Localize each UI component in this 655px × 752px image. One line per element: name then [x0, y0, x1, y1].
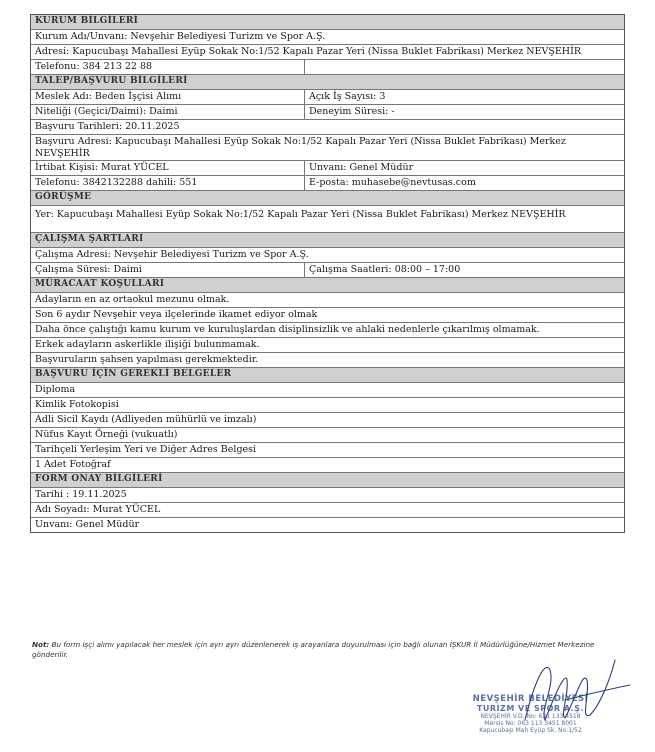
- talep-telefon-row: Telefonu: 3842132288 dahili: 551 E-posta: muhasebe@nevtusas.com: [31, 175, 624, 190]
- list-item: Nüfus Kayıt Örneği (vukuatlı): [31, 427, 624, 442]
- kurum-adres-row: Adresi: Kapucubaşı Mahallesi Eyüp Sokak No:1/52 Kapalı Pazar Yeri (Nissa Buklet Fabrikası) Merkez NEVŞEHİR: [31, 44, 624, 59]
- onay-unvan-row: Unvanı: Genel Müdür: [31, 517, 624, 532]
- talep-adres-row: Başvuru Adresi: Kapucubaşı Mahallesi Eyüp Sokak No:1/52 Kapalı Pazar Yeri (Nissa Buklet Fabrikası) Merkez NEVŞEHİR: [31, 134, 624, 160]
- list-item: Diploma: [31, 382, 624, 397]
- talep-tarih-row: Başvuru Tarihleri: 20.11.2025: [31, 119, 624, 134]
- note-text: Bu form işçi alımı yapılacak her meslek için ayrı ayrı düzenlenerek iş arayanlara duyurulması için bağlı olunan İŞKUR İl Müdürlüğüne/Hizmet Merkezine gönderilir.: [32, 640, 595, 659]
- list-item: Erkek adayların askerlikle ilişiği bulunmamak.: [31, 337, 624, 352]
- list-item: Daha önce çalıştığı kamu kurum ve kuruluşlardan disiplinsizlik ve ahlaki nedenlerle çıkarılmış olmamak.: [31, 322, 624, 337]
- list-item: Son 6 aydır Nevşehir veya ilçelerinde ikamet ediyor olmak: [31, 307, 624, 322]
- list-item: Adli Sicil Kaydı (Adliyeden mühürlü ve imzalı): [31, 412, 624, 427]
- list-item: Tarihçeli Yerleşim Yeri ve Diğer Adres Belgesi: [31, 442, 624, 457]
- section-header-muracaat: MÜRACAAT KOŞULLARI: [31, 277, 624, 292]
- section-header-calisma: ÇALIŞMA ŞARTLARI: [31, 232, 624, 247]
- note-label: Not:: [32, 640, 50, 649]
- kurum-adi-row: Kurum Adı/Unvanı: Nevşehir Belediyesi Turizm ve Spor A.Ş.: [31, 29, 624, 44]
- talep-irtibat-row: İrtibat Kişisi: Murat YÜCEL Unvanı: Genel Müdür: [31, 160, 624, 175]
- list-item: 1 Adet Fotoğraf: [31, 457, 624, 472]
- job-application-form: [30, 14, 625, 533]
- onay-tarih-row: Tarihi : 19.11.2025: [31, 487, 624, 502]
- list-item: Adayların en az ortaokul mezunu olmak.: [31, 292, 624, 307]
- section-header-talep: TALEP/BAŞVURU BİLGİLERİ: [31, 74, 624, 89]
- talep-meslek-row: Meslek Adı: Beden İşçisi Alımı Açık İş Sayısı: 3: [31, 89, 624, 104]
- talep-nitelik-row: Niteliği (Geçici/Daimi): Daimi Deneyim Süresi: -: [31, 104, 624, 119]
- onay-adsoyad-row: Adı Soyadı: Murat YÜCEL: [31, 502, 624, 517]
- section-header-belgeler: BAŞVURU İÇİN GEREKLİ BELGELER: [31, 367, 624, 382]
- section-header-kurum: KURUM BİLGİLERİ: [31, 15, 624, 29]
- list-item: Kimlik Fotokopisi: [31, 397, 624, 412]
- calisma-adres-row: Çalışma Adresi: Nevşehir Belediyesi Turizm ve Spor A.Ş.: [31, 247, 624, 262]
- calisma-sure-row: Çalışma Süresi: Daimi Çalışma Saatleri: 08:00 – 17:00: [31, 262, 624, 277]
- list-item: Başvuruların şahsen yapılması gerekmektedir.: [31, 352, 624, 367]
- gorusme-yer-row: Yer: Kapucubaşı Mahallesi Eyüp Sokak No:1/52 Kapalı Pazar Yeri (Nissa Buklet Fabrikası) Merkez NEVŞEHİR: [31, 205, 624, 232]
- section-header-onay: FORM ONAY BİLGİLERİ: [31, 472, 624, 487]
- section-header-gorusme: GÖRÜŞME: [31, 190, 624, 205]
- company-stamp: NEVŞEHİR BELEDİYESİ TURİZM VE SPOR A.Ş. NEVŞEHİR V.D. No: 631 133 4518 Mersis No: 063 113 3451 8001 Kapucubaşı Mah Eyüp Sk. No:1/52: [472, 694, 589, 734]
- handwritten-signature: [505, 640, 635, 735]
- kurum-telefon-row: Telefonu: 384 213 22 88: [31, 59, 624, 74]
